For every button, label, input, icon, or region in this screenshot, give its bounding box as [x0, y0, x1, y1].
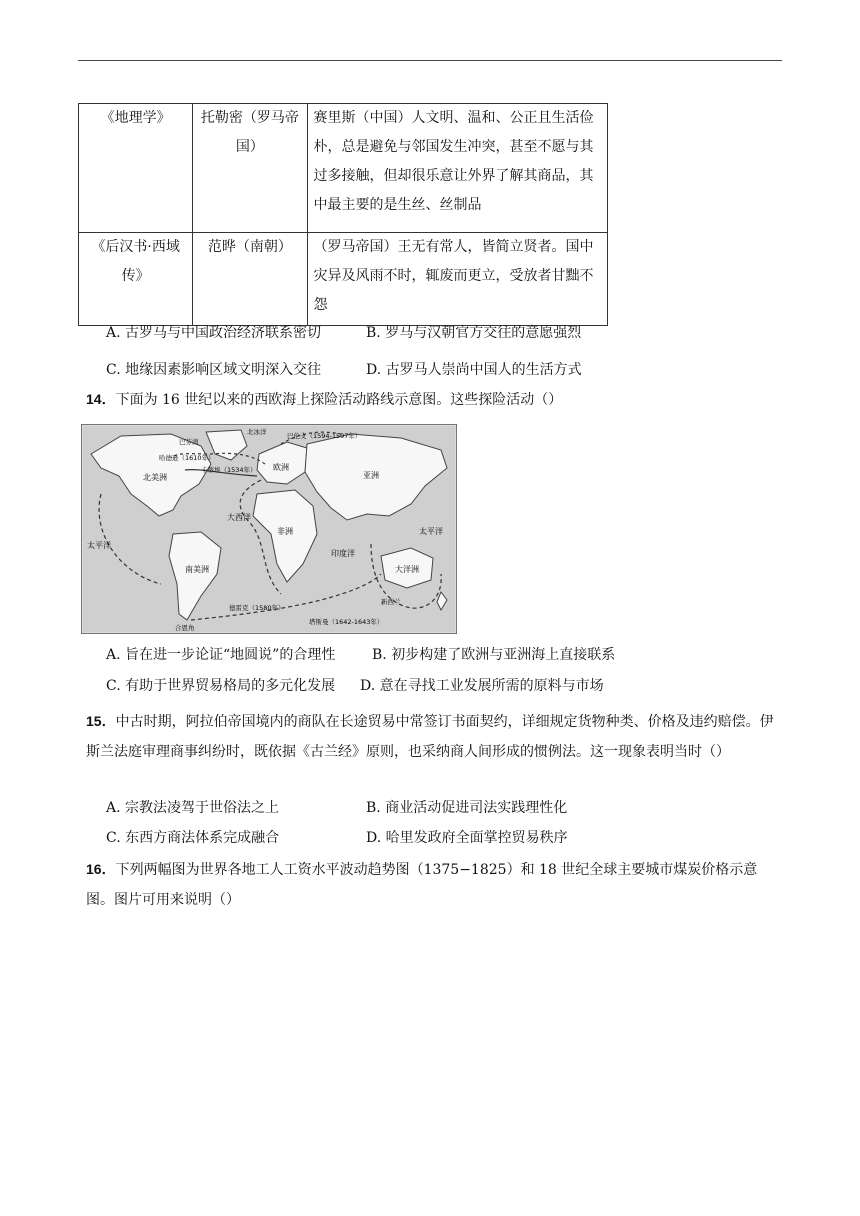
map-label-africa: 非洲: [277, 527, 293, 536]
question-14: [86, 384, 782, 415]
map-label-drake: 德雷克（1580年）: [229, 604, 285, 612]
question-15: [86, 706, 782, 767]
table-row: [79, 104, 608, 233]
map-label-pacific-east: 太平洋: [419, 527, 443, 536]
q14-option-a[interactable]: A. 旨在进一步论证“地圆说”的合理性: [106, 647, 336, 663]
q14-option-c[interactable]: C. 有助于世界贸易格局的多元化发展: [106, 678, 336, 694]
map-label-asia: 亚洲: [363, 471, 379, 480]
map-label-barents: 巴伦支（1594-1597年）: [287, 432, 362, 440]
map-label-baffin: 巴芬湾: [179, 438, 199, 446]
map-label-arctic: 北冰洋: [247, 428, 267, 436]
map-label-cartier: 卡蒂埃（1534年）: [201, 466, 257, 474]
question-number: 15．: [86, 713, 116, 729]
map-label-new-zealand: 新西兰: [381, 598, 401, 606]
question-16: [86, 854, 782, 915]
q15-option-d[interactable]: D. 哈里发政府全面掌控贸易秩序: [366, 830, 568, 846]
map-label-tasman: 塔斯曼（1642-1643年）: [309, 618, 384, 626]
q15-option-b[interactable]: B. 商业活动促进司法实践理性化: [366, 800, 568, 816]
q15-option-c[interactable]: C. 东西方商法体系完成融合: [106, 830, 280, 846]
question-stem: 中古时期，阿拉伯帝国境内的商队在长途贸易中常签订书面契约，详细规定货物种类、价格及违约赔偿。伊斯兰法庭审理商事纠纷时，既依据《古兰经》原则，也采纳商人间形成的惯例法。这一现象表明当时（）: [86, 714, 774, 760]
source-table: [78, 103, 608, 326]
question-stem: 下面为 16 世纪以来的西欧海上探险活动路线示意图。这些探险活动（）: [115, 392, 563, 408]
table-cell-source: 《地理学》: [79, 104, 193, 233]
table-row: [79, 233, 608, 326]
map-label-oceania: 大洋洲: [395, 565, 419, 574]
map-label-atlantic: 大西洋: [227, 513, 251, 522]
map-label-hudson: 哈德逊（1610年）: [159, 454, 215, 462]
map-label-europe: 欧洲: [273, 463, 289, 472]
map-label-north-america: 北美洲: [143, 473, 167, 482]
table-cell-author: 范晔（南朝）: [193, 233, 307, 326]
q15-option-a[interactable]: A. 宗教法凌驾于世俗法之上: [106, 800, 280, 816]
map-label-cape-horn: 合恩角: [175, 624, 195, 632]
table-cell-source: 《后汉书·西域传》: [79, 233, 193, 326]
exploration-route-map: [81, 424, 457, 634]
q14-option-b[interactable]: B. 初步构建了欧洲与亚洲海上直接联系: [372, 647, 616, 663]
table-cell-content: 赛里斯（中国）人文明、温和、公正且生活俭朴，总是避免与邻国发生冲突，甚至不愿与其过多接触，但却很乐意让外界了解其商品，其中最主要的是生丝、丝制品: [307, 104, 607, 233]
map-label-pacific-west: 太平洋: [87, 541, 111, 550]
question-number: 16．: [86, 861, 116, 877]
q13-option-b[interactable]: B. 罗马与汉朝官方交往的意愿强烈: [366, 325, 582, 341]
map-label-indian: 印度洋: [331, 549, 355, 558]
question-stem: 下列两幅图为世界各地工人工资水平波动趋势图（1375−1825）和 18 世纪全球主要城市煤炭价格示意图。图片可用来说明（）: [86, 862, 758, 908]
map-label-south-america: 南美洲: [185, 565, 209, 574]
question-number: 14．: [86, 391, 116, 407]
table-cell-author: 托勒密（罗马帝国）: [193, 104, 307, 233]
q13-option-d[interactable]: D. 古罗马人崇尚中国人的生活方式: [366, 362, 582, 378]
table-cell-content: （罗马帝国）王无有常人，皆简立贤者。国中灾异及风雨不时，辄废而更立，受放者甘黜不怨: [307, 233, 607, 326]
q14-option-d[interactable]: D. 意在寻找工业发展所需的原料与市场: [360, 678, 604, 694]
q13-option-a[interactable]: A. 古罗马与中国政治经济联系密切: [106, 325, 322, 341]
q13-option-c[interactable]: C. 地缘因素影响区域文明深入交往: [106, 362, 322, 378]
header-rule: [78, 60, 782, 61]
